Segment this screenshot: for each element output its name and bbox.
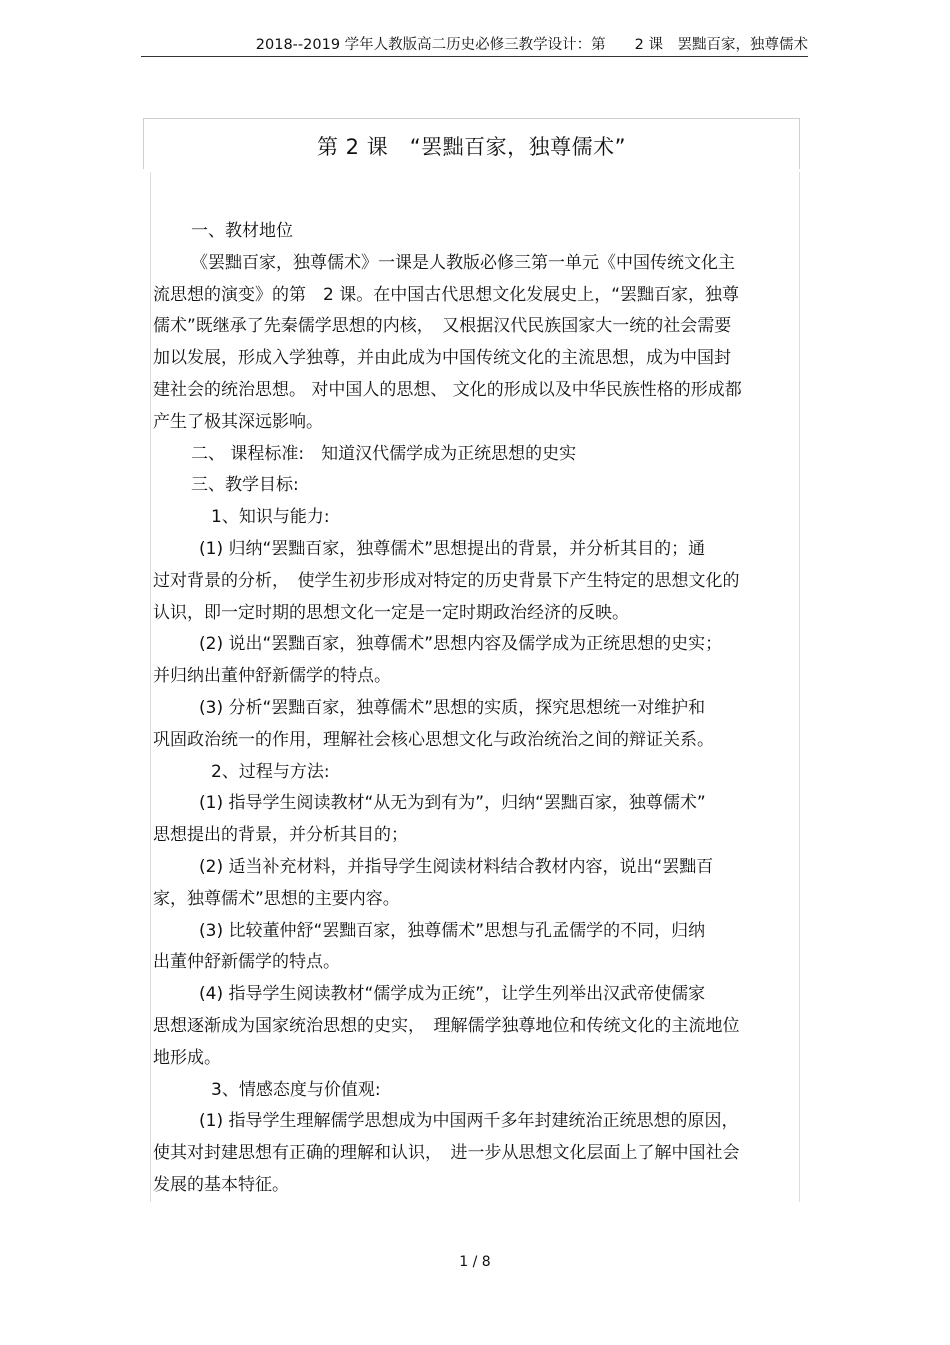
lesson-title: 第 2 课 “罢黜百家，独尊儒术” — [317, 135, 626, 159]
text-line: 出董仲舒新儒学的特点。 — [153, 952, 340, 973]
text-line: 思想提出的背景，并分析其目的； — [153, 825, 408, 846]
text-line: 加以发展，形成入学独尊，并由此成为中国传统文化的主流思想，成为中国封 — [153, 348, 731, 369]
text-line: 并归纳出董仲舒新儒学的特点。 — [153, 666, 391, 687]
text-line: 2、过程与方法: — [211, 761, 330, 782]
text-line: 认识，即一定时期的思想文化一定是一定时期政治经济的反映。 — [153, 602, 629, 623]
text-line: (2) 说出“罢黜百家，独尊儒术”思想内容及儒学成为正统思想的史实； — [199, 634, 723, 655]
text-line: (3) 比较董仲舒“罢黜百家，独尊儒术”思想与孔孟儒学的不同，归纳 — [199, 920, 706, 941]
text-line: 二、 课程标准: 知道汉代儒学成为正统思想的史实 — [191, 443, 577, 464]
text-line: 发展的基本特征。 — [153, 1174, 289, 1195]
text-line: 家，独尊儒术”思想的主要内容。 — [153, 888, 400, 909]
text-line: 地形成。 — [153, 1047, 221, 1068]
page-number: 1 / 8 — [459, 1254, 491, 1270]
text-line: (1) 指导学生阅读教材“从无为到有为”，归纳“罢黜百家，独尊儒术” — [199, 793, 706, 814]
text-line: 思想逐渐成为国家统治思想的史实， 理解儒学独尊地位和传统文化的主流地位 — [153, 1015, 740, 1036]
lesson-body — [153, 216, 781, 1202]
text-line: (3) 分析“罢黜百家，独尊儒术”思想的实质，探究思想统一对维护和 — [199, 697, 706, 718]
text-line: (1) 归纳“罢黜百家，独尊儒术”思想提出的背景，并分析其目的；通 — [199, 538, 706, 559]
text-line: (1) 指导学生理解儒学思想成为中国两千多年封建统治正统思想的原因， — [199, 1111, 739, 1132]
text-line: 3、情感态度与价值观: — [211, 1079, 381, 1100]
text-line: 巩固政治统一的作用，理解社会核心思想文化与政治统治之间的辩证关系。 — [153, 729, 714, 750]
text-line: 儒术”既继承了先秦儒学思想的内核， 又根据汉代民族国家大一统的社会需要 — [153, 316, 732, 337]
text-line: (2) 适当补充材料，并指导学生阅读材料结合教材内容，说出“罢黜百 — [199, 856, 714, 877]
text-line: 过对背景的分析， 使学生初步形成对特定的历史背景下产生特定的思想文化的 — [153, 570, 740, 591]
text-line: 建社会的统治思想。 对中国人的思想、 文化的形成以及中华民族性格的形成都 — [153, 379, 742, 400]
text-line: 1、知识与能力: — [211, 507, 330, 528]
text-line: 使其对封建思想有正确的理解和认识， 进一步从思想文化层面上了解中国社会 — [153, 1143, 740, 1164]
text-line: 产生了极其深远影响。 — [153, 411, 323, 432]
title-box — [143, 118, 800, 169]
text-line: 一、教材地位 — [191, 221, 293, 241]
text-line: 流思想的演变》的第 2 课。在中国古代思想文化发展史上，“罢黜百家，独尊 — [153, 284, 740, 305]
running-header — [141, 36, 808, 57]
text-line: (4) 指导学生阅读教材“儒学成为正统”，让学生列举出汉武帝使儒家 — [199, 984, 706, 1005]
text-line: 《罢黜百家，独尊儒术》一课是人教版必修三第一单元《中国传统文化主 — [191, 252, 735, 273]
text-line: 三、教学目标: — [191, 475, 299, 496]
running-header-text: 2018--2019 学年人教版高二历史必修三教学设计：第 2 课 罢黜百家，独尊儒术 — [255, 37, 808, 53]
